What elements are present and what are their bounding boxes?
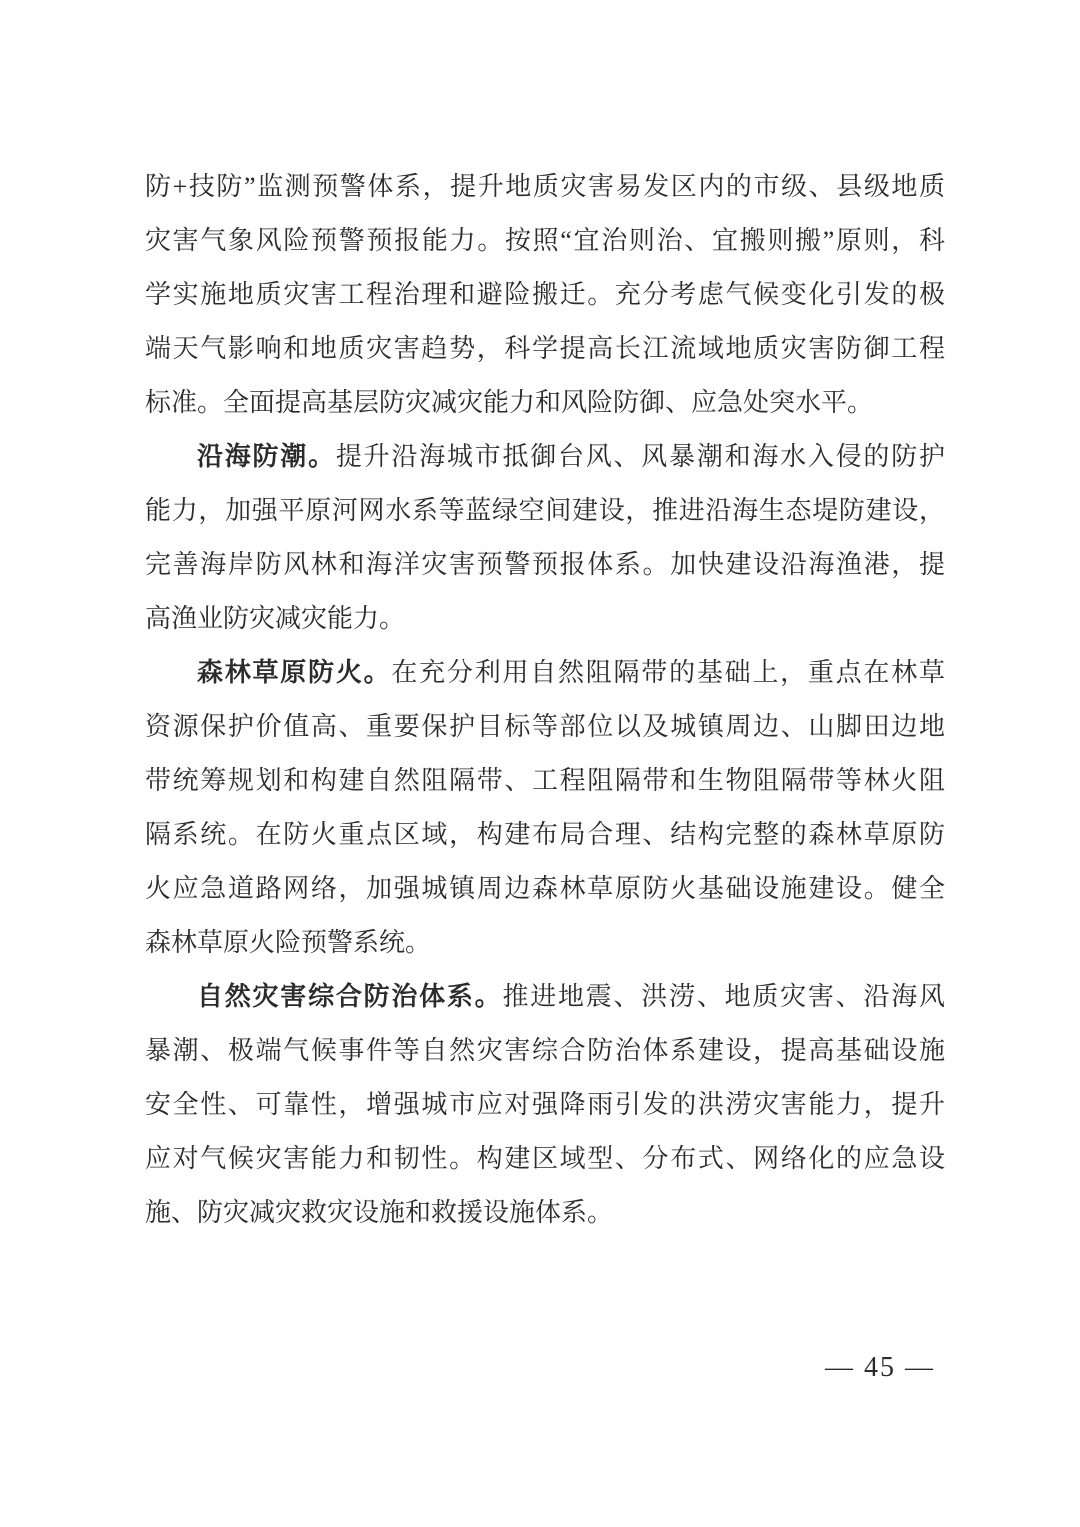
text-line [145,160,945,214]
text-line [145,754,945,808]
line-text: 隔系统。在防火重点区域，构建布局合理、结构完整的森林草原防 [145,820,945,849]
line-text: 能力，加强平原河网水系等蓝绿空间建设，推进沿海生态堤防建设， [145,496,945,525]
line-text: 安全性、可靠性，增强城市应对强降雨引发的洪涝灾害能力，提升 [145,1090,945,1119]
document-body [145,160,945,1240]
text-line [145,808,945,862]
text-line [145,214,945,268]
line-text: 在充分利用自然阻隔带的基础上，重点在林草 [391,658,945,687]
line-text: 端天气影响和地质灾害趋势，科学提高长江流域地质灾害防御工程 [145,334,945,363]
text-line [145,592,945,646]
line-text: 提升沿海城市抵御台风、风暴潮和海水入侵的防护 [335,442,945,471]
text-line [145,538,945,592]
line-text: 推进地震、洪涝、地质灾害、沿海风 [502,982,945,1011]
text-line [145,1132,945,1186]
text-line [145,646,945,700]
text-line [145,1024,945,1078]
text-line [145,268,945,322]
line-text: 带统筹规划和构建自然阻隔带、工程阻隔带和生物阻隔带等林火阻 [145,766,945,795]
page-number: — 45 — [825,1352,935,1383]
text-line [145,376,945,430]
line-text: 森林草原火险预警系统。 [145,928,432,957]
paragraph-lead: 森林草原防火。 [197,658,392,687]
text-line [145,862,945,916]
text-line [145,1186,945,1240]
paragraph-lead: 自然灾害综合防治体系。 [197,982,503,1011]
text-line [145,322,945,376]
text-line [145,1078,945,1132]
line-text: 完善海岸防风林和海洋灾害预警预报体系。加快建设沿海渔港，提 [145,550,945,579]
line-text: 应对气候灾害能力和韧性。构建区域型、分布式、网络化的应急设 [145,1144,945,1173]
line-text: 标准。全面提高基层防灾减灾能力和风险防御、应急处突水平。 [145,388,874,417]
page-footer [825,1348,935,1388]
line-text: 学实施地质灾害工程治理和避险搬迁。充分考虑气候变化引发的极 [145,280,945,309]
text-line [145,430,945,484]
text-line [145,484,945,538]
paragraph-lead: 沿海防潮。 [197,442,336,471]
line-text: 施、防灾减灾救灾设施和救援设施体系。 [145,1198,614,1227]
line-text: 资源保护价值高、重要保护目标等部位以及城镇周边、山脚田边地 [145,712,945,741]
line-text: 火应急道路网络，加强城镇周边森林草原防火基础设施建设。健全 [145,874,945,903]
text-line [145,970,945,1024]
line-text: 暴潮、极端气候事件等自然灾害综合防治体系建设，提高基础设施 [145,1036,945,1065]
line-text: 防+技防”监测预警体系，提升地质灾害易发区内的市级、县级地质 [145,172,945,201]
text-line [145,916,945,970]
line-text: 灾害气象风险预警预报能力。按照“宜治则治、宜搬则搬”原则，科 [145,226,945,255]
text-line [145,700,945,754]
line-text: 高渔业防灾减灾能力。 [145,604,406,633]
